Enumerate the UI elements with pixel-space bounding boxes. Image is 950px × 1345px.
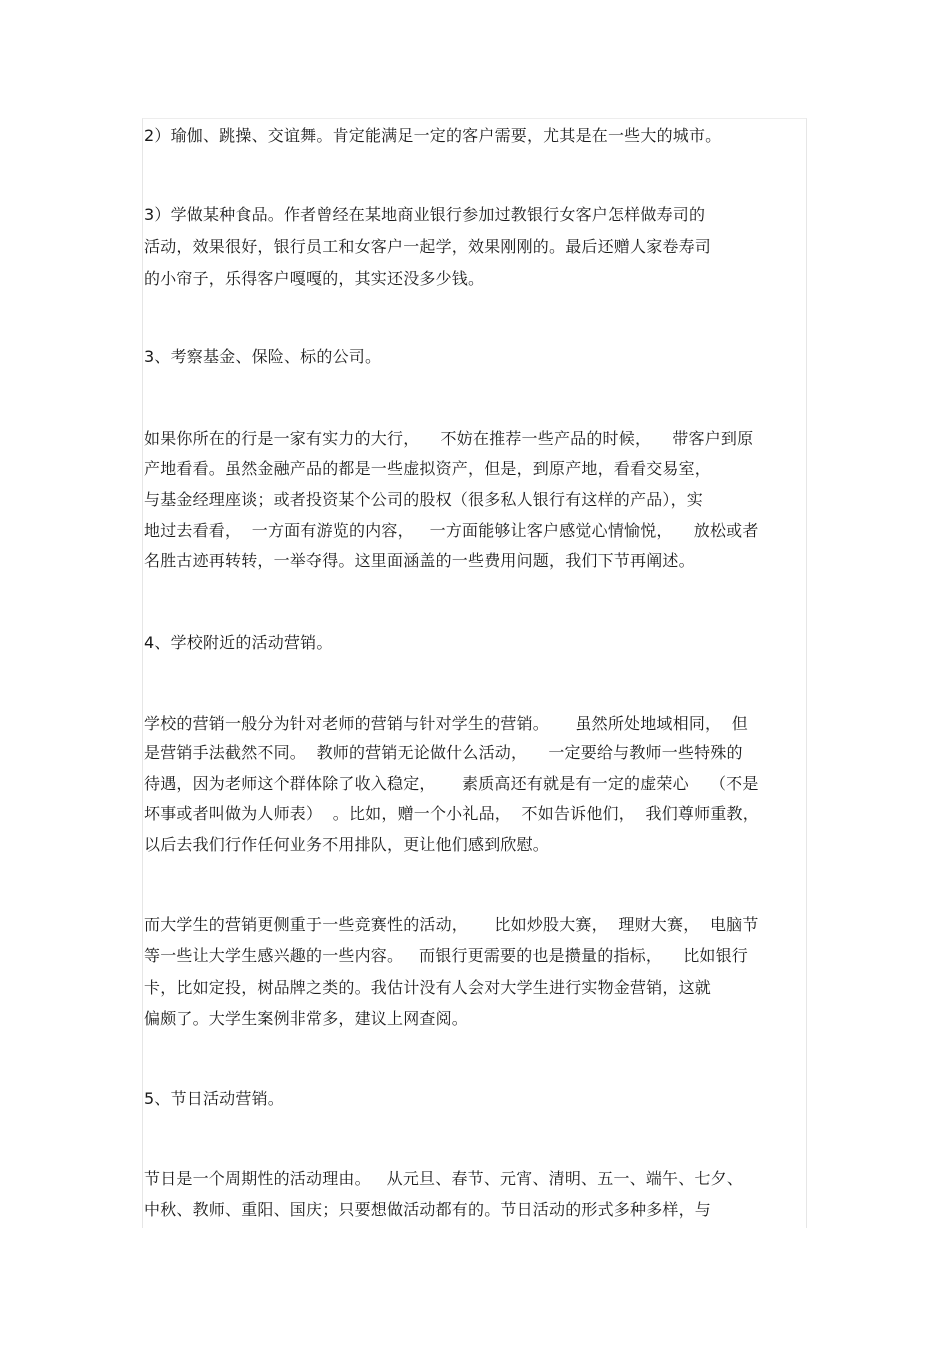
text-line: 中秋、教师、重阳、国庆；只要想做活动都有的。节日活动的形式多种多样，与 xyxy=(144,1200,712,1219)
text-line: 待遇，因为老师这个群体除了收入稳定， 素质高还有就是有一定的虚荣心 （不是 xyxy=(144,774,759,793)
text-line: 节日是一个周期性的活动理由。 从元旦、春节、元宵、清明、五一、端午、七夕、 xyxy=(144,1169,744,1188)
text-line: 产地看看。虽然金融产品的都是一些虚拟资产，但是，到原产地，看看交易室， xyxy=(144,459,712,478)
text-line: 名胜古迹再转转，一举夺得。这里面涵盖的一些费用问题，我们下节再阐述。 xyxy=(144,551,695,570)
section-heading: 5、节日活动营销。 xyxy=(144,1089,284,1108)
text-line: 是营销手法截然不同。 教师的营销无论做什么活动， 一定要给与教师一些特殊的 xyxy=(144,743,743,762)
text-line: 如果你所在的行是一家有实力的大行， 不妨在推荐一些产品的时候， 带客户到原 xyxy=(144,429,754,448)
text-line: 学校的营销一般分为针对老师的营销与针对学生的营销。 虽然所处地域相同， 但 xyxy=(144,714,749,733)
text-line: 坏事或者叫做为人师表） 。比如，赠一个小礼品， 不如告诉他们， 我们尊师重教， xyxy=(144,804,759,823)
text-line: 以后去我们行作任何业务不用排队，更让他们感到欣慰。 xyxy=(144,835,550,854)
section-heading: 3、考察基金、保险、标的公司。 xyxy=(144,347,382,366)
text-line: 的小帘子，乐得客户嘎嘎的，其实还没多少钱。 xyxy=(144,269,485,288)
text-line: 等一些让大学生感兴趣的一些内容。 而银行更需要的也是攒量的指标， 比如银行 xyxy=(144,946,749,965)
section-heading: 4、学校附近的活动营销。 xyxy=(144,633,333,652)
text-line: 2）瑜伽、跳操、交谊舞。肯定能满足一定的客户需要，尤其是在一些大的城市。 xyxy=(144,126,722,145)
text-line: 与基金经理座谈；或者投资某个公司的股权（很多私人银行有这样的产品），实 xyxy=(144,490,704,509)
text-line: 而大学生的营销更侧重于一些竞赛性的活动， 比如炒股大赛， 理财大赛， 电脑节 xyxy=(144,915,759,934)
text-line: 3）学做某种食品。作者曾经在某地商业银行参加过教银行女客户怎样做寿司的 xyxy=(144,205,706,224)
text-line: 卡，比如定投，树品牌之类的。我估计没有人会对大学生进行实物金营销，这就 xyxy=(144,978,712,997)
text-line: 活动，效果很好，银行员工和女客户一起学，效果刚刚的。最后还赠人家卷寿司 xyxy=(144,237,712,256)
text-line: 偏颇了。大学生案例非常多，建议上网查阅。 xyxy=(144,1009,469,1028)
text-line: 地过去看看， 一方面有游览的内容， 一方面能够让客户感觉心情愉悦， 放松或者 xyxy=(144,521,759,540)
